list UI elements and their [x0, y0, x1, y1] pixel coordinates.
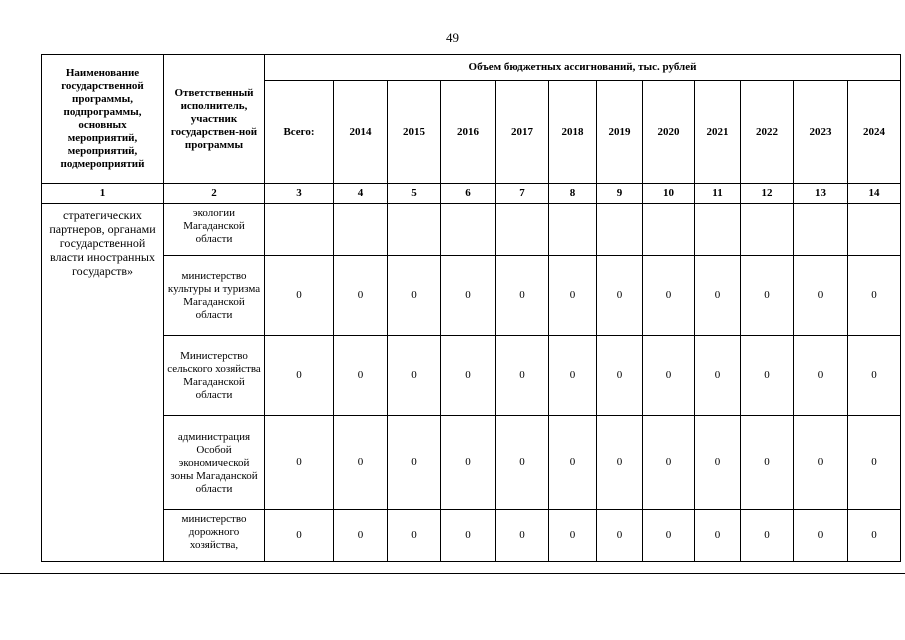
value-cell: [265, 204, 334, 256]
value-cell: 0: [848, 416, 901, 510]
value-cell: 0: [549, 336, 597, 416]
column-number: 3: [265, 184, 334, 204]
budget-table: [41, 54, 901, 562]
column-number: 5: [388, 184, 441, 204]
value-cell: 0: [265, 256, 334, 336]
value-cell: 0: [334, 416, 388, 510]
value-cell: 0: [643, 256, 695, 336]
value-cell: 0: [441, 416, 496, 510]
value-cell: 0: [643, 336, 695, 416]
header-year: 2017: [496, 81, 549, 184]
program-name-cell: стратегических партнеров, органами государственной власти иностранных государств»: [42, 204, 164, 562]
value-cell: 0: [496, 336, 549, 416]
header-year: 2019: [597, 81, 643, 184]
column-number: 11: [695, 184, 741, 204]
header-year: 2020: [643, 81, 695, 184]
value-cell: [741, 204, 794, 256]
column-number-row: [42, 184, 901, 204]
value-cell: 0: [334, 510, 388, 562]
value-cell: 0: [388, 416, 441, 510]
header-year: 2015: [388, 81, 441, 184]
value-cell: 0: [388, 336, 441, 416]
value-cell: 0: [334, 256, 388, 336]
executor-cell: Министерство сельского хозяйства Магаданской области: [164, 336, 265, 416]
value-cell: 0: [695, 256, 741, 336]
value-cell: 0: [741, 510, 794, 562]
value-cell: 0: [496, 510, 549, 562]
value-cell: 0: [695, 416, 741, 510]
column-number: 8: [549, 184, 597, 204]
column-number: 1: [42, 184, 164, 204]
value-cell: 0: [265, 416, 334, 510]
value-cell: 0: [794, 416, 848, 510]
header-executor: Ответственный исполнитель, участник государствен-ной программы: [164, 55, 265, 184]
value-cell: 0: [334, 336, 388, 416]
value-cell: 0: [643, 416, 695, 510]
value-cell: 0: [794, 336, 848, 416]
value-cell: 0: [741, 336, 794, 416]
column-number: 7: [496, 184, 549, 204]
page-bottom-rule: [0, 573, 905, 574]
column-number: 6: [441, 184, 496, 204]
value-cell: [388, 204, 441, 256]
executor-cell: министерство культуры и туризма Магаданской области: [164, 256, 265, 336]
value-cell: 0: [794, 510, 848, 562]
value-cell: 0: [643, 510, 695, 562]
column-number: 12: [741, 184, 794, 204]
header-budget-allocation: Объем бюджетных ассигнований, тыс. рублей: [265, 55, 901, 81]
value-cell: [794, 204, 848, 256]
value-cell: 0: [695, 336, 741, 416]
value-cell: 0: [549, 510, 597, 562]
header-year: 2022: [741, 81, 794, 184]
header-total: Всего:: [265, 81, 334, 184]
header-year: 2023: [794, 81, 848, 184]
executor-cell: экологии Магаданской области: [164, 204, 265, 256]
value-cell: 0: [848, 510, 901, 562]
value-cell: [549, 204, 597, 256]
value-cell: 0: [496, 256, 549, 336]
value-cell: 0: [441, 256, 496, 336]
table-row: [42, 204, 901, 256]
header-year: 2018: [549, 81, 597, 184]
page-number: 49: [446, 30, 459, 45]
header-year: 2014: [334, 81, 388, 184]
value-cell: 0: [265, 336, 334, 416]
value-cell: 0: [794, 256, 848, 336]
table-row: [42, 256, 901, 336]
value-cell: 0: [496, 416, 549, 510]
value-cell: 0: [597, 416, 643, 510]
value-cell: [441, 204, 496, 256]
value-cell: 0: [695, 510, 741, 562]
column-number: 9: [597, 184, 643, 204]
column-number: 4: [334, 184, 388, 204]
value-cell: 0: [848, 256, 901, 336]
column-number: 13: [794, 184, 848, 204]
column-number: 14: [848, 184, 901, 204]
header-year: 2016: [441, 81, 496, 184]
value-cell: 0: [265, 510, 334, 562]
table-row: [42, 336, 901, 416]
value-cell: 0: [597, 336, 643, 416]
value-cell: [643, 204, 695, 256]
value-cell: 0: [848, 336, 901, 416]
value-cell: 0: [388, 256, 441, 336]
header-year: 2024: [848, 81, 901, 184]
value-cell: [695, 204, 741, 256]
table-row: [42, 416, 901, 510]
table-row: [42, 510, 901, 562]
header-year: 2021: [695, 81, 741, 184]
value-cell: 0: [441, 510, 496, 562]
column-number: 2: [164, 184, 265, 204]
column-number: 10: [643, 184, 695, 204]
executor-cell: администрация Особой экономической зоны Магаданской области: [164, 416, 265, 510]
value-cell: [597, 204, 643, 256]
value-cell: 0: [388, 510, 441, 562]
header-program-name: Наименование государственной программы, подпрограммы, основных мероприятий, мероприятий, подмероприятий: [42, 55, 164, 184]
executor-cell: министерство дорожного хозяйства,: [164, 510, 265, 562]
value-cell: [848, 204, 901, 256]
value-cell: [496, 204, 549, 256]
value-cell: 0: [741, 416, 794, 510]
value-cell: [334, 204, 388, 256]
value-cell: 0: [741, 256, 794, 336]
value-cell: 0: [597, 510, 643, 562]
value-cell: 0: [597, 256, 643, 336]
value-cell: 0: [441, 336, 496, 416]
value-cell: 0: [549, 256, 597, 336]
value-cell: 0: [549, 416, 597, 510]
